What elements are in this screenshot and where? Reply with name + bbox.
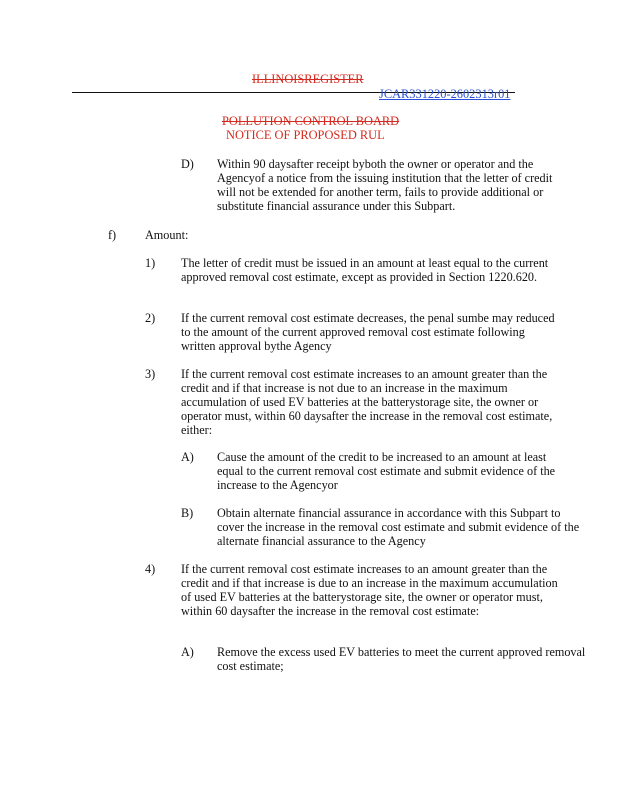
item-2-text: If the current removal cost estimate decreases, the penal sumbe may reduced to the amount of the current approved removal cost estimate following written approval bythe Agency	[181, 311, 555, 353]
item-marker-2: 2)	[145, 311, 156, 325]
notice-title: NOTICE OF PROPOSED RUL	[226, 128, 385, 142]
item-marker-4: 4)	[145, 562, 156, 576]
item-3a-text: Cause the amount of the credit to be increased to an amount at least equal to the current removal cost estimate and submit evidence of the increase to the Agencyor	[217, 450, 556, 492]
board-title: POLLUTION CONTROL BOARD	[222, 114, 400, 128]
item-d-text: Within 90 daysafter receipt byboth the owner or operator and the Agencyof a notice from the issuing institution that the letter of credit will not be extended for another term, fails to provide additional or substitute financial assurance under this Subpart.	[217, 157, 553, 213]
item-marker-3b: B)	[181, 506, 194, 520]
item-3b-text: Obtain alternate financial assurance in accordance with this Subpart to cover the increase in the removal cost estimate and submit evidence of the alternate financial assurance to the Agency	[217, 506, 580, 548]
item-marker-1: 1)	[145, 256, 156, 270]
register-title: ILLINOISREGISTER	[252, 72, 364, 86]
section-f-marker: f)	[108, 228, 117, 242]
item-marker-4a: A)	[181, 645, 194, 659]
jcar-code[interactable]: JCAR331220-2602313r01	[379, 87, 511, 101]
item-marker-3a: A)	[181, 450, 194, 464]
item-1-text: The letter of credit must be issued in an amount at least equal to the current approved removal cost estimate, except as provided in Section 1220.620.	[181, 256, 549, 284]
section-f-heading: Amount:	[145, 228, 189, 242]
item-4a-text: Remove the excess used EV batteries to meet the current approved removal cost estimate;	[217, 645, 586, 673]
item-marker-d: D)	[181, 157, 194, 171]
item-4-text: If the current removal cost estimate increases to an amount greater than the credit and if that increase is due to an increase in the maximum accumulation of used EV batteries at the batterystorage site, the owner or operator must, within 60 daysafter the increase in the removal cost estimate:	[181, 562, 558, 618]
item-3-text: If the current removal cost estimate increases to an amount greater than the credit and if that increase is not due to an increase in the maximum accumulation of used EV batteries at the batterystorage site, the owner or operator must, within 60 daysafter the increase in the removal cost estimate, either:	[181, 367, 553, 437]
item-marker-3: 3)	[145, 367, 156, 381]
